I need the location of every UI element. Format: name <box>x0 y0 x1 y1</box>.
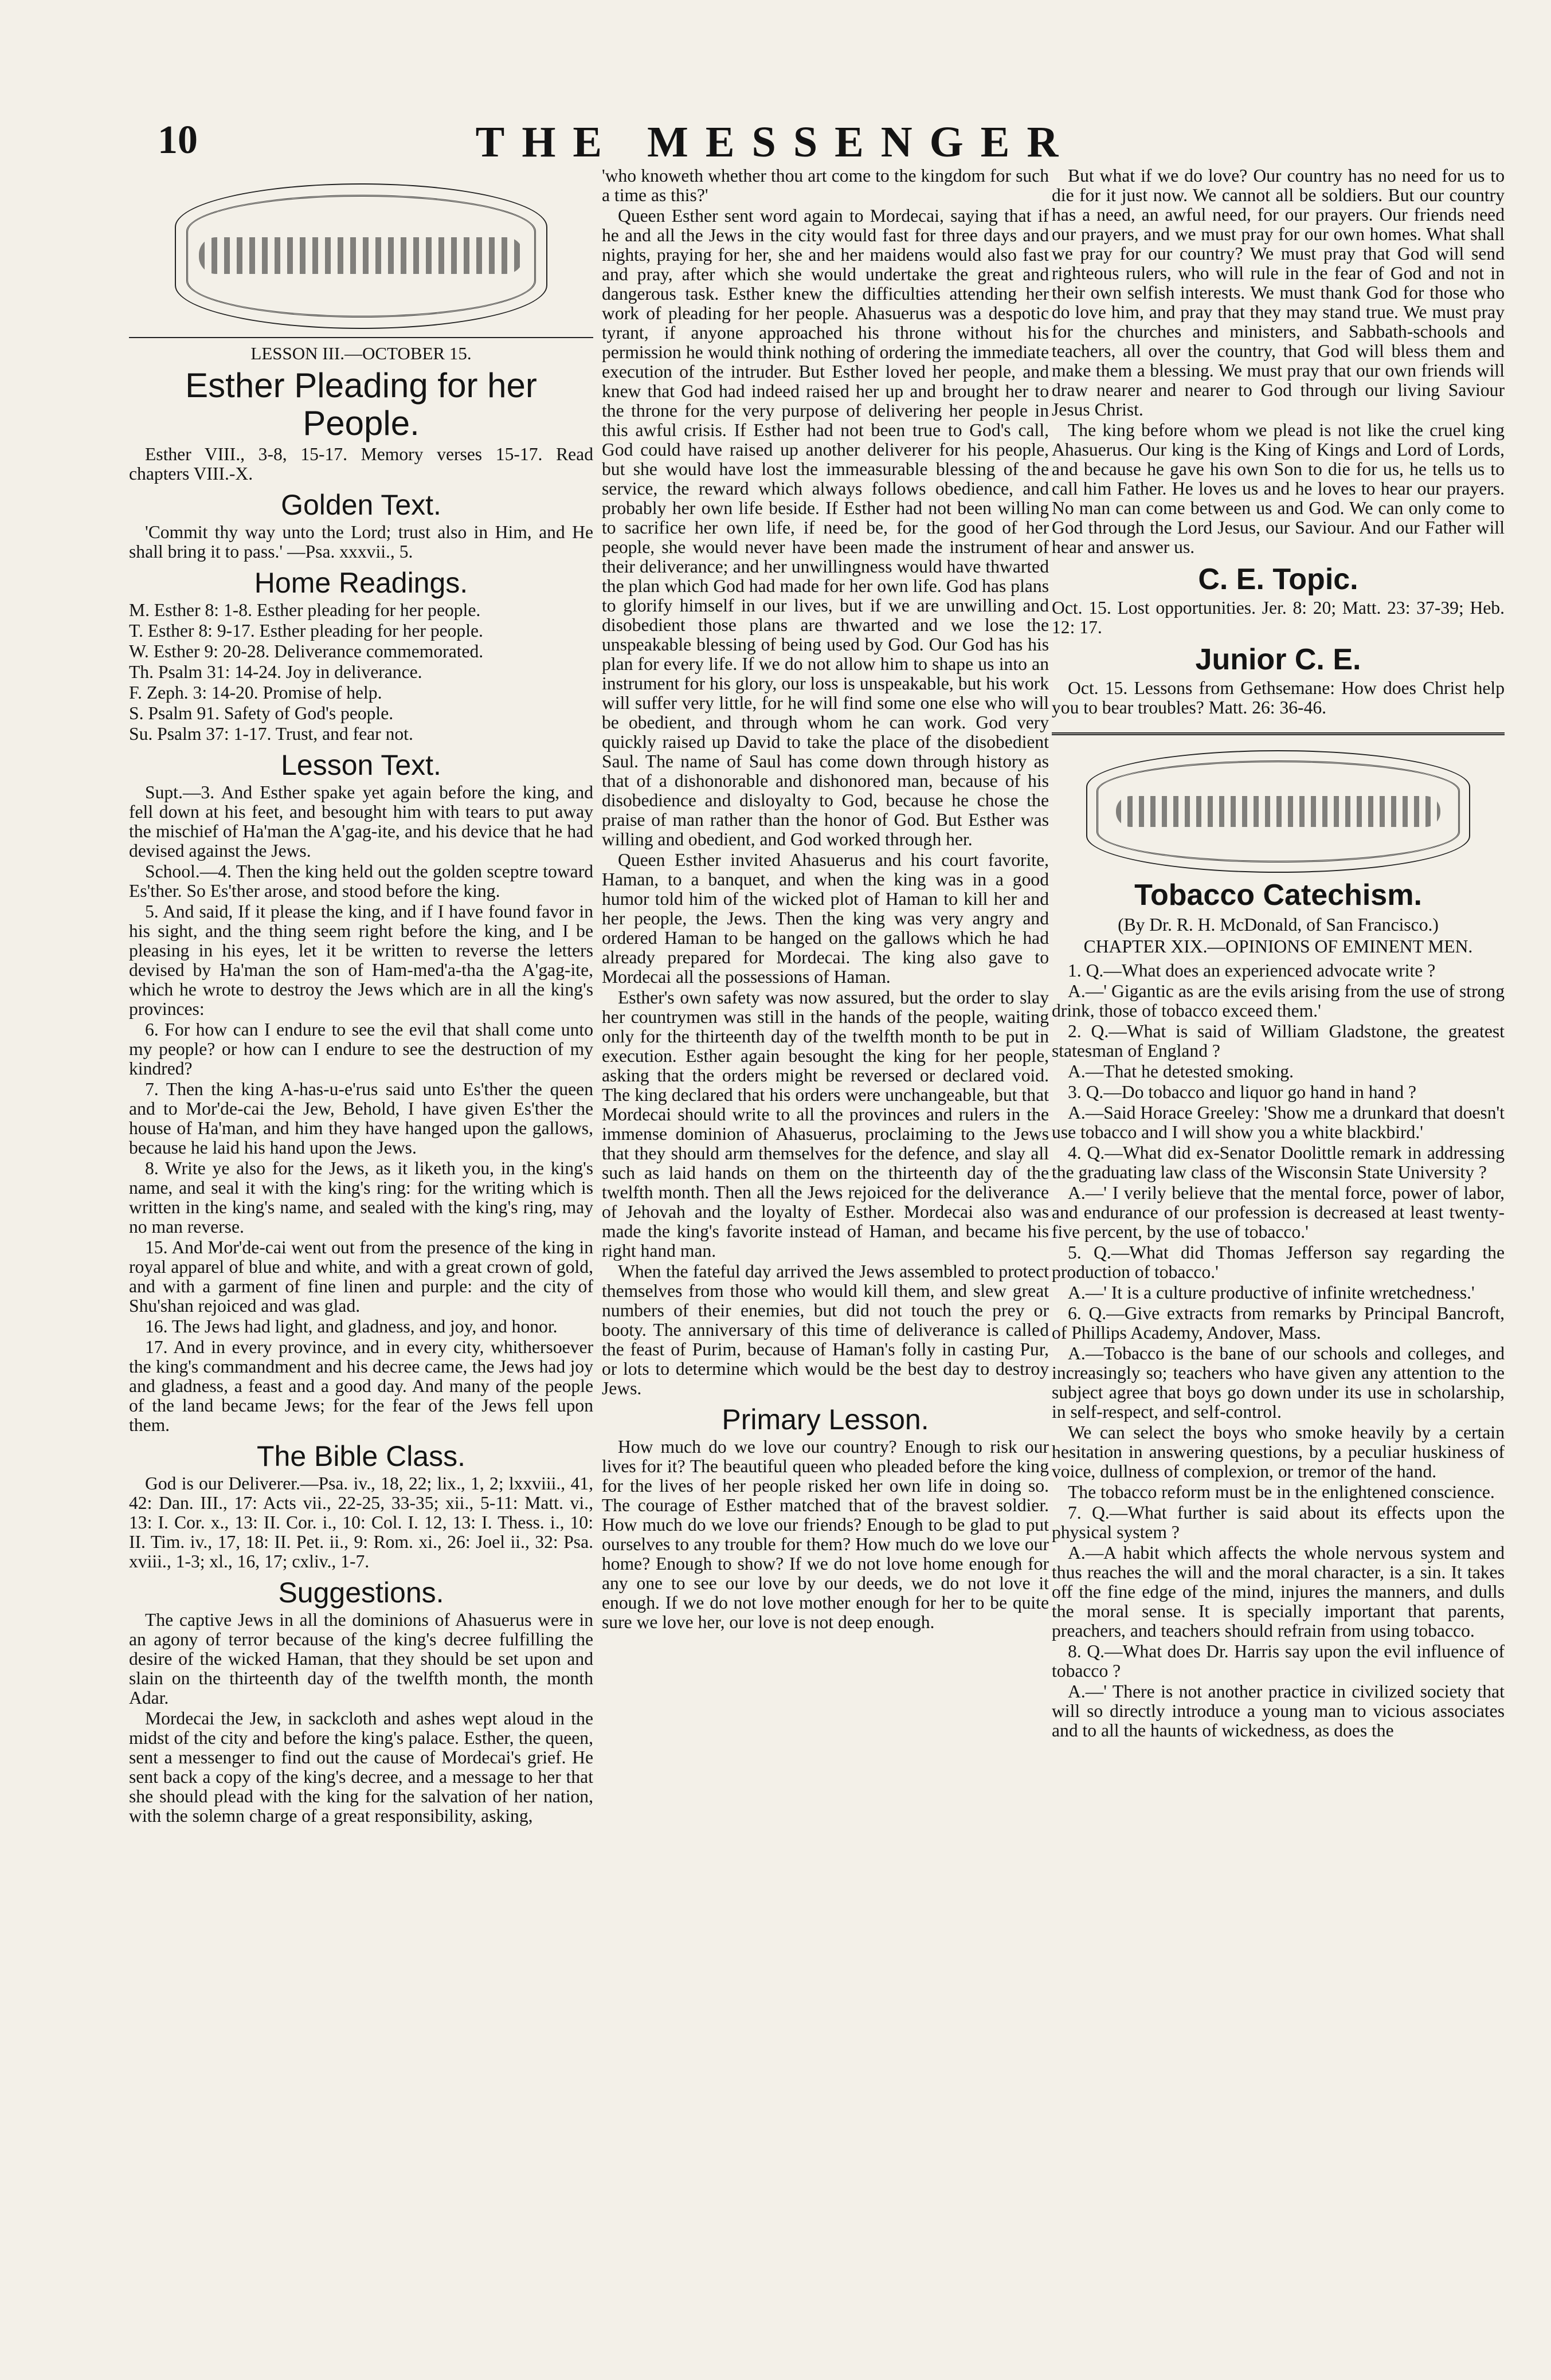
section-divider <box>1052 732 1505 735</box>
lesson-verse: 16. The Jews had light, and gladness, and joy, and honor. <box>145 1316 558 1336</box>
lesson-verse: 15. And Mor'de-cai went out from the presence of the king in royal apparel of blue and white, and with a great crown of gold, and with a garment of fine linen and purple: and the city of Shu'shan rejoiced and was glad. <box>129 1237 593 1316</box>
catechism-line: A.—' I verily believe that the mental force, power of labor, and endurance of our profession is decreased at least twenty-five percent, by the use of tobacco.' <box>1052 1183 1505 1242</box>
page-header <box>0 0 1551 166</box>
catechism-line: 4. Q.—What did ex-Senator Doolittle remark in addressing the graduating law class of the Wisconsin State University ? <box>1052 1143 1505 1182</box>
home-reading-item: S. Psalm 91. Safety of God's people. <box>129 703 394 723</box>
lesson-verse: 5. And said, If it please the king, and if I have found favor in his sight, and the thing seem right before the king, and I be pleasing in his eyes, let it be written to reverse the letters devised by Ha'man the son of Ham-med'a-tha the A'gag-ite, which he wrote to destroy the Jews which are in all the king's provinces: <box>129 901 593 1019</box>
golden-text: 'Commit thy way unto the Lord; trust also in Him, and He shall bring it to pass.' —Psa. xxxvii., 5. <box>129 522 593 562</box>
lesson-title: Esther Pleading for her People. <box>185 366 537 442</box>
article-paragraph: But what if we do love? Our country has no need for us to die for it just now. We cannot all be soldiers. But our country has a need, an awful need, for our prayers. Our friends need our prayers, and we must pray for our own homes. What shall we pray for our country? We must pray that God will send righteous rulers, who will rule in the fear of God and not in their own selfish interests. We must thank God for those who do love him, and pray that they may stand true. We must pray for the churches and ministers, and Sabbath-schools and teachers, all over the country, that God will bless them and make them a blessing. We must pray that our own friends will draw nearer and nearer to God through our living Saviour Jesus Christ. <box>1052 166 1505 419</box>
bible-class-text: God is our Deliverer.—Psa. iv., 18, 22; lix., 1, 2; lxxviii., 41, 42: Dan. III., 17: Acts vii., 22-25, 33-35; xii., 5-11: Matt. vi., 13: I. Cor. x., 13: II. Cor. i., 10: Col. I. 12, 13: I. Thess. i., 10: II. Tim. iv., 17, 18: II. Pet. ii., 9: Rom. xi., 26: Joel ii., 32: Psa. xviii., 1-3; xl., 16, 17; cxliv., 1-7. <box>129 1473 593 1571</box>
catechism-line: 2. Q.—What is said of William Gladstone, the greatest statesman of England ? <box>1052 1021 1505 1061</box>
ce-topic-heading: C. E. Topic. <box>1198 563 1358 596</box>
catechism-line: A.—' Gigantic as are the evils arising from the use of strong drink, those of tobacco exceed them.' <box>1052 981 1505 1021</box>
catechism-line: 7. Q.—What further is said about its effects upon the physical system ? <box>1052 1503 1505 1542</box>
suggestions-heading: Suggestions. <box>278 1577 444 1609</box>
article-paragraph: The king before whom we plead is not like the cruel king Ahasuerus. Our king is the King of Kings and Lord of Lords, and because he gave his own Son to die for us, he tells us to call him Father. He loves us and he loves to hear our prayers. No man can come between us and God. We can only come to God through the Lord Jesus, our Saviour. And our Father will hear and answer us. <box>1052 420 1505 557</box>
catechism-line: A.—' There is not another practice in civilized society that will so directly introduce a young man to vicious associates and to all the haunts of wickedness, as does the <box>1052 1681 1505 1740</box>
home-reading-item: Su. Psalm 37: 1-17. Trust, and fear not. <box>129 724 413 744</box>
catechism-line: 1. Q.—What does an experienced advocate write ? <box>1068 960 1436 981</box>
junior-ce-text: Oct. 15. Lessons from Gethsemane: How does Christ help you to bear troubles? Matt. 26: 36-46. <box>1052 678 1505 717</box>
catechism-line: We can select the boys who smoke heavily by a certain hesitation in answering questions, by a peculiar huskiness of voice, dullness of complexion, or tremor of the hand. <box>1052 1422 1505 1481</box>
lesson-verse: School.—4. Then the king held out the golden sceptre toward Es'ther. So Es'ther arose, and stood before the king. <box>129 861 593 901</box>
lesson-verse: Supt.—3. And Esther spake yet again before the king, and fell down at his feet, and besought him with tears to put away the mischief of Ha'man the A'gag-ite, and his device that he had devised against the Jews. <box>129 782 593 861</box>
home-reading-item: M. Esther 8: 1-8. Esther pleading for her people. <box>129 600 481 620</box>
lesson-verse: 7. Then the king A-has-u-e'rus said unto Es'ther the queen and to Mor'de-cai the Jew, Behold, I have given Es'ther the house of Ha'man, and him they have hanged upon the gallows, because he laid his hand upon the Jews. <box>129 1079 593 1158</box>
catechism-line: 5. Q.—What did Thomas Jefferson say regarding the production of tobacco.' <box>1052 1242 1505 1282</box>
catechism-line: 3. Q.—Do tobacco and liquor go hand in hand ? <box>1068 1082 1417 1102</box>
primary-lesson-text: How much do we love our country? Enough to risk our lives for it? The beautiful queen who pleaded before the king for the lives of her people risked her own life in doing so. The courage of Esther matched that of the bravest soldier. How much do we love our friends? Enough to be glad to put ourselves to any trouble for them? How much do we love our home? Enough to show? If we do not love home enough for any one to see our love by our deeds, we do not love it enough. If we do not love mother enough for her to be quite sure we love her, our love is not deep enough. <box>602 1437 1049 1632</box>
column-left <box>129 166 593 2344</box>
catechism-line: The tobacco reform must be in the enlightened conscience. <box>1068 1482 1495 1502</box>
article-paragraph: 'who knoweth whether thou art come to the kingdom for such a time as this?' <box>602 166 1049 205</box>
byline: (By Dr. R. H. McDonald, of San Francisco.) <box>1118 915 1439 935</box>
lesson-text-heading: Lesson Text. <box>281 749 441 781</box>
column-right <box>1052 166 1505 2344</box>
ce-topic-text: Oct. 15. Lost opportunities. Jer. 8: 20; Matt. 23: 37-39; Heb. 12: 17. <box>1052 598 1505 637</box>
suggestion-paragraph: The captive Jews in all the dominions of Ahasuerus were in an agony of terror because of the king's decree fulfilling the desire of the wicked Haman, that they should be set upon and slain on the thirteenth day of the twelfth month, the month Adar. <box>129 1610 593 1708</box>
home-reading-item: T. Esther 8: 9-17. Esther pleading for her people. <box>129 621 483 641</box>
catechism-line: 6. Q.—Give extracts from remarks by Principal Bancroft, of Phillips Academy, Andover, Mass. <box>1052 1303 1505 1343</box>
article-paragraph: Queen Esther sent word again to Mordecai, saying that if he and all the Jews in the city would fast for three days and nights, praying for her, she and her maidens would also fast and pray, after which she would undertake the great and dangerous task. Esther knew the difficulties attending her work of pleading for her people. Ahasuerus was a despotic tyrant, if anyone approached his throne without his permission he would think nothing of ordering the immediate execution of the intruder. But Esther loved her people, and knew that God had indeed raised her up and brought her to the throne for the very purpose of delivering her people in this awful crisis. If Esther had not been true to God's call, God could have raised up another deliverer for his people, but she would have lost the immeasurable blessing of the service, the reward which always follows obedience, and probably her own life beside. If Esther had not been willing to sacrifice her own life, if need be, for the good of her people, she would never have been made the instrument of their deliverance; and her unwillingness would have thwarted the plan which God had made for her own life. God has plans to glorify himself in our lives, but if we are unwilling and disobedient those plans are thwarted and we lose the unspeakable blessing of being used by God. Our God has his plan for every life. If we do not allow him to shape us into an instrument for his glory, our loss is unspeakable, but his work will suffer very little, for he will find some one else who will be obedient, and through whom he can work. God very quickly raised up David to take the place of the disobedient Saul. The name of Saul has come down through history as that of a dishonorable and dishonored man, because of his disobedience and disloyalty to God, because he chose the praise of man rather than the honor of God. But Esther was willing and obedient, and God worked through her. <box>602 206 1049 849</box>
catechism-line: A.—Said Horace Greeley: 'Show me a drunkard that doesn't use tobacco and I will show you a white blackbird.' <box>1052 1103 1505 1142</box>
junior-ce-heading: Junior C. E. <box>1195 643 1361 676</box>
catechism-line: 8. Q.—What does Dr. Harris say upon the evil influence of tobacco ? <box>1052 1641 1505 1681</box>
golden-text-heading: Golden Text. <box>281 489 441 521</box>
temperance-ornament-banner <box>1086 750 1470 873</box>
home-readings-heading: Home Readings. <box>254 567 468 599</box>
home-reading-item: W. Esther 9: 20-28. Deliverance commemorated. <box>129 641 484 661</box>
home-reading-item: F. Zeph. 3: 14-20. Promise of help. <box>129 683 382 703</box>
masthead-title: THE MESSENGER <box>475 118 1076 166</box>
column-middle <box>602 166 1049 2344</box>
home-reading-item: Th. Psalm 31: 14-24. Joy in deliverance. <box>129 662 422 682</box>
suggestion-paragraph: Mordecai the Jew, in sackcloth and ashes wept aloud in the midst of the city and before the king's palace. Esther, the queen, sent a messenger to find out the cause of Mordecai's grief. He sent back a copy of the king's decree, and a message to her that she should plead with the king for the salvation of her nation, with the solemn charge of a great responsibility, asking, <box>129 1708 593 1826</box>
bible-class-heading: The Bible Class. <box>256 1440 466 1472</box>
chapter-title: CHAPTER XIX.—OPINIONS OF EMINENT MEN. <box>1083 936 1473 956</box>
article-paragraph: When the fateful day arrived the Jews assembled to protect themselves from those who would kill them, and slew great numbers of their enemies, but did not touch the prey or booty. The anniversary of this time of deliverance is called the feast of Purim, because of Haman's folly in casting Pur, or lots to determine which would be the best day to destroy Jews. <box>602 1261 1049 1398</box>
lesson-verse: 6. For how can I endure to see the evil that shall come unto my people? or how can I endure to see the destruction of my kindred? <box>129 1020 593 1079</box>
catechism-line: A.—Tobacco is the bane of our schools and colleges, and increasingly so; teachers who have given any attention to the subject agree that boys go down under its use in scholarship, in self-respect, and self-control. <box>1052 1343 1505 1422</box>
lesson-number: LESSON III.—OCTOBER 15. <box>250 343 472 363</box>
catechism-line: A.—A habit which affects the whole nervous system and thus reaches the will and the moral character, is a sin. It takes off the fine edge of the mind, injures the manners, and dulls the moral sense. It is specially important that parents, preachers, and teachers should refrain from using tobacco. <box>1052 1543 1505 1641</box>
article-paragraph: Esther's own safety was now assured, but the order to slay her countrymen was still in the hands of the people, waiting only for the thirteenth day of the twelfth month to be put in execution. Esther again besought the king for her people, asking that the orders might be reversed or declared void. The king declared that his orders were unchangeable, but that Mordecai should write to all the provinces and rulers in the immense dominion of Ahasuerus, proclaiming to the Jews that they should arm themselves for the defence, and slay all such as laid hands on them on the thirteenth day of the twelfth month. Then all the Jews rejoiced for the deliverance of Jehovah and the loyalty of Esther. Mordecai also was made the king's favorite instead of Haman, and became his right hand man. <box>602 987 1049 1261</box>
lesson-reference: Esther VIII., 3-8, 15-17. Memory verses 15-17. Read chapters VIII.-X. <box>129 444 593 484</box>
lesson-verse: 8. Write ye also for the Jews, as it liketh you, in the king's name, and seal it with the king's ring: for the writing which is written in the king's name, and sealed with the king's ring, may no man reverse. <box>129 1158 593 1237</box>
article-paragraph: Queen Esther invited Ahasuerus and his court favorite, Haman, to a banquet, and when the king was in a good humor told him of the wicked plot of Haman to kill her and her people, the Jews. Then the king was very angry and ordered Haman to be hanged on the gallows which he had already prepared for Mordecai. The king also gave to Mordecai all the possessions of Haman. <box>602 850 1049 987</box>
page-number: 10 <box>158 118 198 162</box>
catechism-line: A.—That he detested smoking. <box>1068 1061 1294 1081</box>
sunday-school-ornament-banner <box>175 183 547 329</box>
lesson-verse: 17. And in every province, and in every city, whithersoever the king's commandment and his decree came, the Jews had joy and gladness, a feast and a good day. And many of the people of the land became Jews; for the fear of the Jews fell upon them. <box>129 1337 593 1435</box>
tobacco-catechism-heading: Tobacco Catechism. <box>1134 879 1422 912</box>
divider <box>129 337 593 338</box>
catechism-line: A.—' It is a culture productive of infinite wretchedness.' <box>1068 1283 1475 1303</box>
primary-lesson-heading: Primary Lesson. <box>722 1403 929 1436</box>
